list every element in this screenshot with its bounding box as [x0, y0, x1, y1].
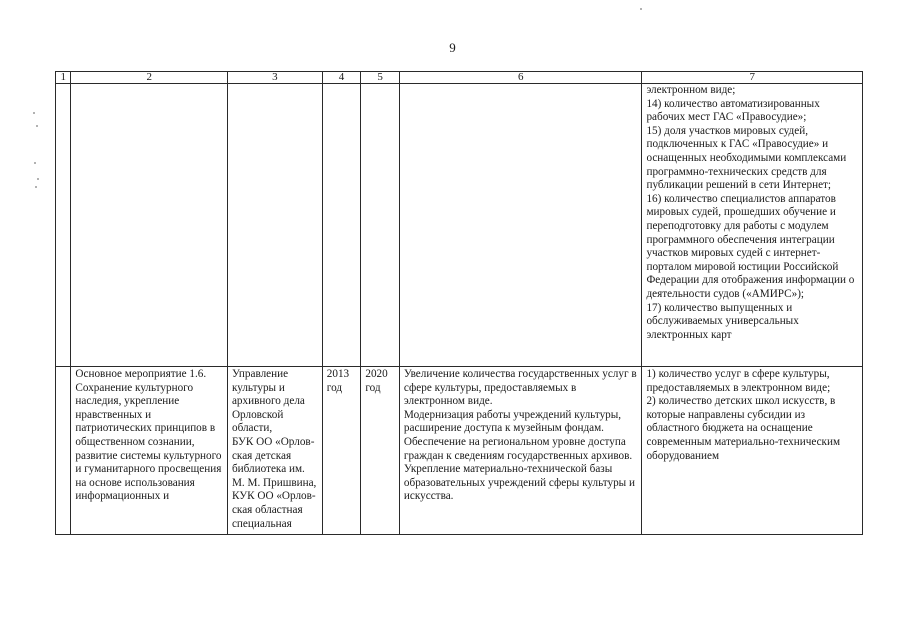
column-number-7: 7	[642, 72, 863, 84]
table-row	[56, 367, 863, 535]
activity-name-cell: Основное мероприятие 1.6. Сохранение культурного наследия, укрепление нравственных и патриотических принципов в общественном сознании, развитие системы культурного и гуманитарного просвещения на основе использования информационных и	[71, 367, 228, 535]
indicator-list-cell: 1) количество услуг в сфере культуры, предоставляемых в электронном виде; 2) количество детских школ искусств, в которые направлены субсидии из областного бюджета на оснащение современным материально-техническим оборудованием	[642, 367, 863, 535]
responsible-executor-cell: Управление культуры и архивного дела Орловской области, БУК ОО «Орлов-ская детская библиотека им. М. М. Пришвина, КУК ОО «Орлов-ская областная специальная	[227, 367, 322, 535]
program-activities-table	[55, 71, 863, 535]
table-cell	[399, 84, 642, 367]
table-cell	[322, 84, 361, 367]
end-year-cell: 2020 год	[361, 367, 400, 535]
scan-speck	[34, 162, 36, 164]
start-year-cell: 2013 год	[322, 367, 361, 535]
page-number: 9	[449, 40, 456, 55]
column-number-6: 6	[399, 72, 642, 84]
column-number-1: 1	[56, 72, 71, 84]
indicator-list-cell: электронном виде; 14) количество автоматизированных рабочих мест ГАС «Правосудие»; 15) доля участков мировых судей, подключенных к ГАС «Правосудие» и оснащенных необходимыми комплексами программно-технических средств для публикации решений в сети Интернет; 16) количество специалистов аппаратов мировых судей, прошедших обучение и переподготовку для работы с модулем программного обеспечения интеграции участков мировых судей с интернет-порталом мировой юстиции Российской Федерации для отображения информации о деятельности судов («АМИРС»); 17) количество выпущенных и обслуживаемых универсальных электронных карт	[642, 84, 863, 367]
table-cell	[227, 84, 322, 367]
column-number-header-row	[56, 72, 863, 84]
scan-speck	[35, 186, 37, 188]
table-cell	[56, 367, 71, 535]
table-cell	[71, 84, 228, 367]
column-number-2: 2	[71, 72, 228, 84]
column-number-5: 5	[361, 72, 400, 84]
column-number-4: 4	[322, 72, 361, 84]
scan-speck	[36, 125, 38, 127]
scan-speck	[640, 8, 642, 10]
scan-speck	[33, 112, 35, 114]
expected-result-cell: Увеличение количества государственных услуг в сфере культуры, предоставляемых в электронном виде. Модернизация работы учреждений культуры, расширение доступа к музейным фондам. Обеспечение на региональном уровне доступа граждан к сведениям государственных архивов. Укрепление материально-технической базы образовательных учреждений сферы культуры и искусства.	[399, 367, 642, 535]
table-cell	[361, 84, 400, 367]
scan-speck	[37, 178, 39, 180]
table-cell	[56, 84, 71, 367]
column-number-3: 3	[227, 72, 322, 84]
table-row	[56, 84, 863, 367]
